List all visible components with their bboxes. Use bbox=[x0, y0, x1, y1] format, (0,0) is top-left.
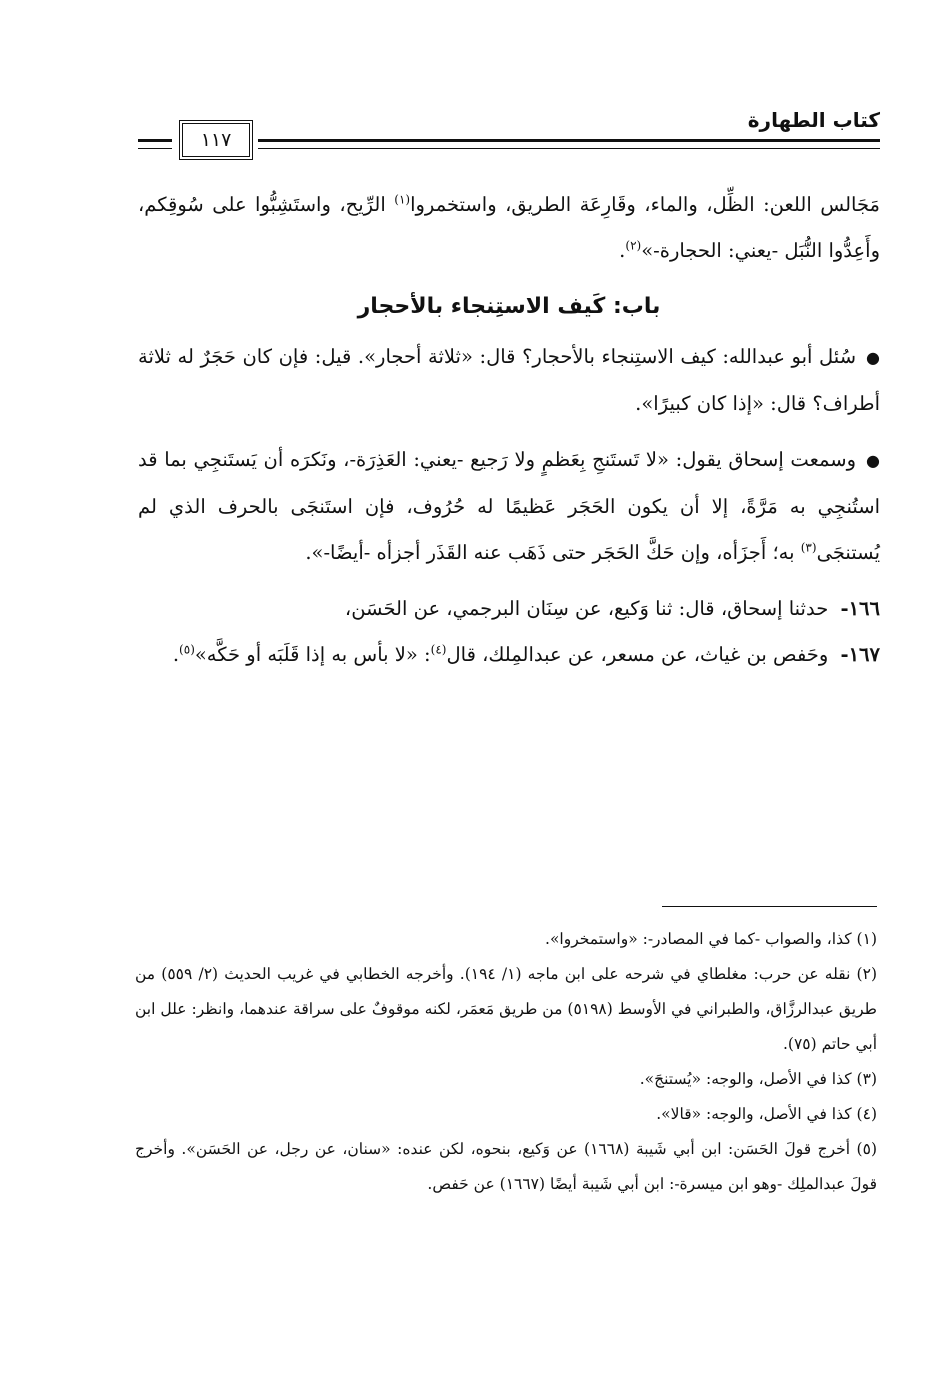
narration-166 bbox=[138, 586, 880, 632]
bullet-2-text-b: به؛ أَجزَأه، وإن حَكَّ الحَجَر حتى ذَهَب عنه القَذَر أجزأه -أيضًا-». bbox=[305, 541, 801, 564]
narration-167-text: وحَفص بن غياث، عن مسعر، عن عبدالمِلك، قال bbox=[446, 643, 829, 666]
bullet-icon: ● bbox=[866, 348, 880, 367]
footnote-ref-1: (١) bbox=[394, 192, 411, 207]
page-header bbox=[138, 105, 880, 165]
page-number: ١١٧ bbox=[182, 123, 250, 157]
footnote-ref-4: (٤) bbox=[430, 642, 447, 657]
bullet-paragraph-1 bbox=[138, 334, 880, 427]
footnote-separator bbox=[662, 906, 877, 907]
footnote-5: (٥) أخرج قولَ الحَسَن: ابن أبي شَيبة (١٦٦٨) عن وَكيع، بنحوه، لكن عنده: «سنان، عن رجل، عن الحَسَن». وأخرج قولَ عبدالملِك -وهو ابن ميسرة-: ابن أبي شَيبة أيضًا (١٦٦٧) عن حَفص. bbox=[135, 1140, 877, 1193]
narration-166-text: حدثنا إسحاق، قال: ثنا وَكيع، عن سِنَان البرجمي، عن الحَسَن، bbox=[344, 597, 829, 620]
section-heading: باب: كَيف الاستِنجاء بالأحجار bbox=[357, 294, 661, 319]
header-rule-short bbox=[138, 139, 172, 149]
footnotes bbox=[135, 922, 877, 1202]
paragraph-1 bbox=[138, 182, 880, 274]
bullet-paragraph-2 bbox=[138, 437, 880, 576]
footnote-ref-2: (٢) bbox=[625, 238, 642, 253]
narration-167-end: . bbox=[172, 643, 180, 666]
narration-167-text-b: : «لا بأس به إذا قَلَبَه أو حَكَّه» bbox=[194, 643, 431, 666]
footnote-ref-3: (٣) bbox=[800, 540, 817, 555]
footnote-3: (٣) كذا في الأصل، والوجه: «يُستنجَ». bbox=[639, 1070, 877, 1088]
narration-number: ١٦٦- bbox=[840, 597, 880, 620]
footnote-1: (١) كذا، والصواب -كما في المصادر-: «واستمخروا». bbox=[545, 930, 877, 948]
narration-167 bbox=[138, 632, 880, 678]
paragraph-1-end: . bbox=[619, 239, 626, 262]
main-text bbox=[138, 182, 880, 688]
header-rule bbox=[258, 139, 880, 149]
narration-number: ١٦٧- bbox=[840, 643, 880, 666]
footnote-ref-5: (٥) bbox=[179, 642, 195, 657]
footnote-4: (٤) كذا في الأصل، والوجه: «قالا». bbox=[656, 1105, 877, 1123]
book-title: كتاب الطهارة bbox=[747, 108, 880, 132]
bullet-1-text: سُئل أبو عبدالله: كيف الاستِنجاء بالأحجار؟ قال: «ثلاثة أحجار». قيل: فإن كان حَجَرٌ له ثلاثة أطراف؟ قال: «إذا كان كبيرًا». bbox=[138, 345, 880, 415]
paragraph-1-text-b: الرِّيح، واستَشِبُّوا على سُوقِكم، وأَعِدُّوا النُّبَل -يعني: الحجارة-» bbox=[138, 193, 880, 262]
paragraph-1-text: مَجَالس اللعن: الظِّل، والماء، وقَارِعَة الطريق، واستخمروا bbox=[410, 193, 880, 216]
footnote-2: (٢) نقله عن حرب: مغلطاي في شرحه على ابن ماجه (١/ ١٩٤). وأخرجه الخطابي في غريب الحديث (٢/ ٥٥٩) من طريق عبدالرزَّاق، والطبراني في الأوسط (٥١٩٨) من طريق مَعمَر، لكنه موقوفٌ على سراقة عندهما، وانظر: علل ابن أبي حاتم (٧٥). bbox=[135, 965, 877, 1053]
bullet-icon: ● bbox=[866, 451, 880, 470]
bullet-2-text: وسمعت إسحاق يقول: «لا تَستَنجِ بِعَظمٍ ولا رَجيع -يعني: العَذِرَة-، ونَكرَه أن يَستَنجِي بما قد استُنجِي به مَرَّةً، إلا أن يكون الحَجَر عَظيمًا له حُرُوف، فإن استَنجَى بالحرف الذي لم يُستنجَى bbox=[138, 448, 880, 564]
